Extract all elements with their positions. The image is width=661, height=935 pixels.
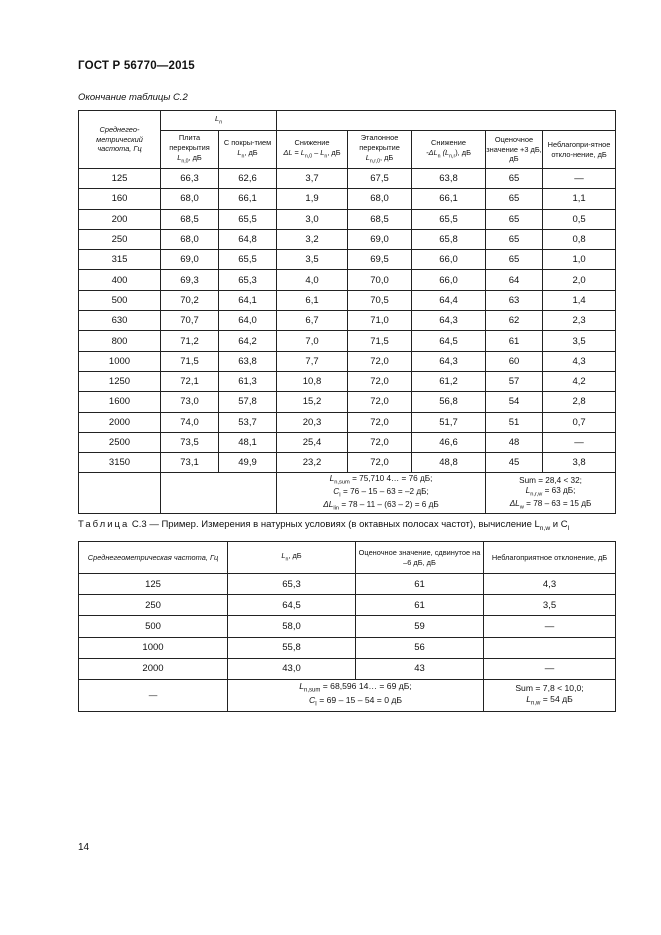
cell-unfavourable: 2,0	[543, 270, 616, 290]
table-row	[79, 637, 616, 658]
cell-unfavourable: 4,3	[543, 351, 616, 371]
cell-cover: 65,5	[219, 250, 277, 270]
cell-freq: 2000	[79, 658, 228, 679]
cell-reduction-2: 48,8	[412, 453, 486, 473]
cell-plate: 68,0	[161, 189, 219, 209]
cell-unfavourable: —	[484, 658, 616, 679]
cell-unfavourable	[484, 637, 616, 658]
cell-plate: 74,0	[161, 412, 219, 432]
cell-freq: 2000	[79, 412, 161, 432]
table-row	[79, 574, 616, 595]
cell-reduction: 15,2	[277, 392, 348, 412]
cell-reduction-2: 66,0	[412, 250, 486, 270]
table-row	[79, 209, 616, 229]
cell-plate: 73,0	[161, 392, 219, 412]
table-row	[79, 392, 616, 412]
cell-reduction-2: 66,0	[412, 270, 486, 290]
cell-reduction: 4,0	[277, 270, 348, 290]
cell-reference: 72,0	[348, 371, 412, 391]
cell-rating: 48	[486, 432, 543, 452]
cell-rating: 60	[486, 351, 543, 371]
cell-rating: 54	[486, 392, 543, 412]
document-header: ГОСТ Р 56770—2015	[78, 60, 195, 72]
cell-reduction: 3,2	[277, 229, 348, 249]
cell-freq: 200	[79, 209, 161, 229]
cell-ln: 64,5	[228, 595, 356, 616]
cell-unfavourable: 2,8	[543, 392, 616, 412]
summary-formula: $L_{n,sum} = 75,710$ 4… = 76 дБ; $C_I = 76 - 15 - 63 = -2$ дБ; $\Delta L_{lin} = 78 - 11 - (63 - 2) = 6$ дБ	[277, 473, 486, 514]
cell-unfavourable: 1,0	[543, 250, 616, 270]
cell-plate: 72,1	[161, 371, 219, 391]
summary-empty-1	[79, 473, 161, 514]
table-c2	[78, 110, 616, 514]
cell-reduction: 3,0	[277, 209, 348, 229]
cell-reduction-2: 64,4	[412, 290, 486, 310]
summary-result: Sum = 28,4 < 32; $L_{n,r,w} = 63$ дБ; $\Delta L_w = 78 - 63 = 15$ дБ	[486, 473, 616, 514]
table-row	[79, 371, 616, 391]
cell-plate: 70,7	[161, 311, 219, 331]
cell-unfavourable: —	[543, 169, 616, 189]
header-reduction-2: Снижение $-\Delta L_n$ $(L_{n,r})$, дБ	[412, 131, 486, 169]
cell-plate: 69,3	[161, 270, 219, 290]
cell-cover: 57,8	[219, 392, 277, 412]
cell-cover: 64,0	[219, 311, 277, 331]
table-row	[79, 331, 616, 351]
cell-reference: 71,5	[348, 331, 412, 351]
table-row	[79, 453, 616, 473]
summary-row	[79, 473, 616, 514]
table-row	[79, 250, 616, 270]
cell-freq: 800	[79, 331, 161, 351]
cell-reduction-2: 65,5	[412, 209, 486, 229]
cell-reduction: 25,4	[277, 432, 348, 452]
cell-cover: 64,8	[219, 229, 277, 249]
cell-unfavourable: 0,8	[543, 229, 616, 249]
cell-rating: 45	[486, 453, 543, 473]
table-c3	[78, 541, 616, 712]
cell-unfavourable: 3,8	[543, 453, 616, 473]
cell-plate: 71,5	[161, 351, 219, 371]
cell-cover: 53,7	[219, 412, 277, 432]
table-row	[79, 351, 616, 371]
cell-freq: 2500	[79, 432, 161, 452]
cell-plate: 66,3	[161, 169, 219, 189]
header-reference: Эталонное перекрытие $L_{n,r,0}$, дБ	[348, 131, 412, 169]
cell-unfavourable: 3,5	[543, 331, 616, 351]
header-reduction: Снижение $\Delta L = L_{n,0} - L_n$, дБ	[277, 131, 348, 169]
summary-dash: —	[79, 679, 228, 711]
cell-rating: 59	[356, 616, 484, 637]
cell-reduction-2: 66,1	[412, 189, 486, 209]
cell-rating: 65	[486, 209, 543, 229]
cell-unfavourable: —	[543, 432, 616, 452]
cell-ln: 55,8	[228, 637, 356, 658]
cell-rating: 51	[486, 412, 543, 432]
table-row	[79, 658, 616, 679]
cell-rating: 65	[486, 169, 543, 189]
header-freq: Среднегеометрическая частота, Гц	[79, 542, 228, 574]
summary-formula: $L_{n,sum} = 68,596$ 14… = 69 дБ; $C_I = 69 - 15 - 54 = 0$ дБ	[228, 679, 484, 711]
cell-unfavourable: 0,7	[543, 412, 616, 432]
cell-reduction: 6,1	[277, 290, 348, 310]
header-freq: Среднегео-метрический частота, Гц	[79, 111, 161, 169]
cell-freq: 160	[79, 189, 161, 209]
cell-plate: 70,2	[161, 290, 219, 310]
cell-freq: 400	[79, 270, 161, 290]
header-blank	[277, 111, 616, 131]
cell-rating: 63	[486, 290, 543, 310]
cell-cover: 61,3	[219, 371, 277, 391]
cell-unfavourable: —	[484, 616, 616, 637]
cell-rating: 56	[356, 637, 484, 658]
table-row	[79, 412, 616, 432]
cell-rating: 61	[356, 574, 484, 595]
table-row	[79, 290, 616, 310]
cell-reduction: 23,2	[277, 453, 348, 473]
header-rating: Оценочное значение, сдвинутое на –6 дБ, дБ	[356, 542, 484, 574]
cell-reduction: 7,0	[277, 331, 348, 351]
header-plate: Плита перекрытия $L_{n,0}$, дБ	[161, 131, 219, 169]
cell-reduction-2: 64,3	[412, 311, 486, 331]
cell-reference: 67,5	[348, 169, 412, 189]
cell-cover: 64,1	[219, 290, 277, 310]
cell-rating: 57	[486, 371, 543, 391]
cell-reference: 70,0	[348, 270, 412, 290]
cell-ln: 58,0	[228, 616, 356, 637]
cell-reduction-2: 64,5	[412, 331, 486, 351]
cell-reduction: 7,7	[277, 351, 348, 371]
cell-reference: 72,0	[348, 351, 412, 371]
table-row	[79, 229, 616, 249]
cell-reduction: 1,9	[277, 189, 348, 209]
cell-reference: 68,0	[348, 189, 412, 209]
cell-unfavourable: 4,2	[543, 371, 616, 391]
cell-plate: 71,2	[161, 331, 219, 351]
cell-unfavourable: 0,5	[543, 209, 616, 229]
cell-reduction-2: 63,8	[412, 169, 486, 189]
cell-reference: 69,5	[348, 250, 412, 270]
table-row	[79, 432, 616, 452]
table-row	[79, 616, 616, 637]
cell-freq: 1600	[79, 392, 161, 412]
cell-freq: 1000	[79, 351, 161, 371]
cell-freq: 1000	[79, 637, 228, 658]
cell-reduction-2: 61,2	[412, 371, 486, 391]
cell-rating: 43	[356, 658, 484, 679]
table-row	[79, 270, 616, 290]
cell-reference: 72,0	[348, 453, 412, 473]
cell-plate: 68,0	[161, 229, 219, 249]
cell-freq: 630	[79, 311, 161, 331]
cell-reference: 72,0	[348, 412, 412, 432]
summary-result: Sum = 7,8 < 10,0; $L_{n,w} = 54$ дБ	[484, 679, 616, 711]
cell-ln: 43,0	[228, 658, 356, 679]
cell-cover: 65,3	[219, 270, 277, 290]
cell-rating: 64	[486, 270, 543, 290]
summary-row	[79, 679, 616, 711]
table-c2-caption: Окончание таблицы С.2	[78, 92, 188, 103]
header-unfavourable: Неблагопри-ятное откло-нение, дБ	[543, 131, 616, 169]
cell-reduction-2: 46,6	[412, 432, 486, 452]
cell-cover: 63,8	[219, 351, 277, 371]
cell-reduction-2: 51,7	[412, 412, 486, 432]
summary-empty-2	[161, 473, 277, 514]
cell-reduction-2: 64,3	[412, 351, 486, 371]
cell-rating: 61	[356, 595, 484, 616]
cell-cover: 62,6	[219, 169, 277, 189]
header-unfavourable: Неблагоприятное отклонение, дБ	[484, 542, 616, 574]
header-cover: С покры-тием $L_n$, дБ	[219, 131, 277, 169]
cell-freq: 500	[79, 290, 161, 310]
cell-unfavourable: 1,1	[543, 189, 616, 209]
header-rating: Оценочное значение +3 дБ, дБ	[486, 131, 543, 169]
cell-freq: 500	[79, 616, 228, 637]
cell-reduction-2: 65,8	[412, 229, 486, 249]
cell-reduction: 3,7	[277, 169, 348, 189]
cell-freq: 125	[79, 169, 161, 189]
cell-freq: 315	[79, 250, 161, 270]
cell-reduction: 20,3	[277, 412, 348, 432]
table-row	[79, 189, 616, 209]
cell-reference: 72,0	[348, 432, 412, 452]
cell-plate: 69,0	[161, 250, 219, 270]
cell-freq: 3150	[79, 453, 161, 473]
cell-unfavourable: 1,4	[543, 290, 616, 310]
header-ln-group: $L_n$	[161, 111, 277, 131]
cell-reference: 69,0	[348, 229, 412, 249]
cell-freq: 1250	[79, 371, 161, 391]
table-c3-caption: Таблица С.3 — Пример. Измерения в натурных условиях (в октавных полосах частот), вычисление $L_{n,w}$ и $C_I$	[78, 519, 570, 532]
cell-rating: 61	[486, 331, 543, 351]
cell-reduction: 3,5	[277, 250, 348, 270]
cell-reference: 68,5	[348, 209, 412, 229]
cell-plate: 68,5	[161, 209, 219, 229]
page-number: 14	[78, 842, 90, 853]
cell-cover: 66,1	[219, 189, 277, 209]
cell-reference: 70,5	[348, 290, 412, 310]
table-row	[79, 311, 616, 331]
cell-cover: 65,5	[219, 209, 277, 229]
header-ln: $L_n$, дБ	[228, 542, 356, 574]
cell-reference: 71,0	[348, 311, 412, 331]
cell-rating: 62	[486, 311, 543, 331]
cell-rating: 65	[486, 189, 543, 209]
cell-freq: 250	[79, 229, 161, 249]
cell-reference: 72,0	[348, 392, 412, 412]
cell-plate: 73,5	[161, 432, 219, 452]
cell-unfavourable: 4,3	[484, 574, 616, 595]
cell-reduction: 10,8	[277, 371, 348, 391]
cell-freq: 250	[79, 595, 228, 616]
cell-cover: 49,9	[219, 453, 277, 473]
cell-cover: 64,2	[219, 331, 277, 351]
cell-plate: 73,1	[161, 453, 219, 473]
cell-ln: 65,3	[228, 574, 356, 595]
table-row	[79, 169, 616, 189]
cell-reduction-2: 56,8	[412, 392, 486, 412]
cell-unfavourable: 3,5	[484, 595, 616, 616]
table-row	[79, 595, 616, 616]
cell-freq: 125	[79, 574, 228, 595]
cell-unfavourable: 2,3	[543, 311, 616, 331]
cell-rating: 65	[486, 229, 543, 249]
cell-cover: 48,1	[219, 432, 277, 452]
cell-rating: 65	[486, 250, 543, 270]
cell-reduction: 6,7	[277, 311, 348, 331]
